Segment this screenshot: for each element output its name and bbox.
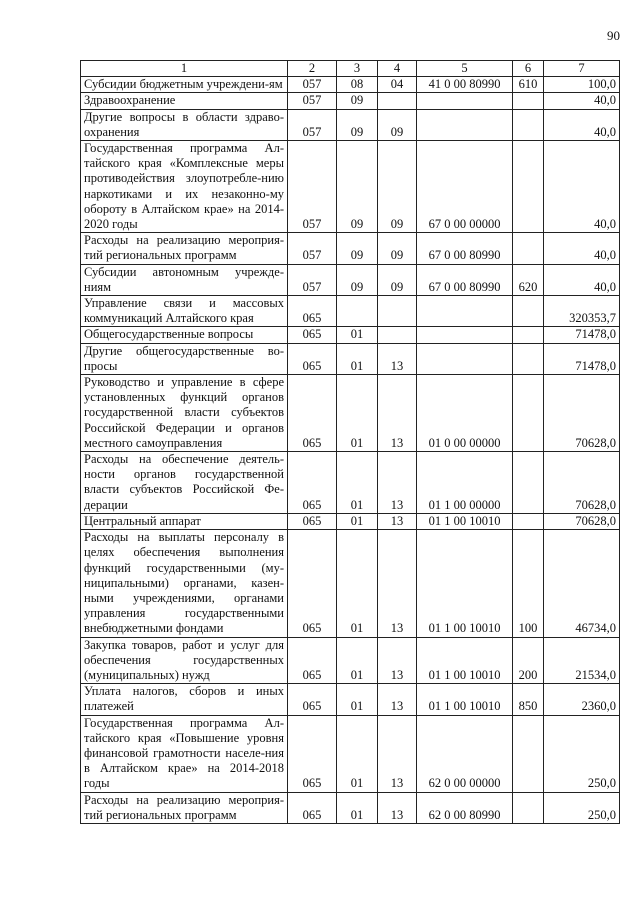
ministry-code-cell: 065 [288, 296, 337, 327]
table-row [81, 375, 620, 452]
ministry-code-cell: 057 [288, 233, 337, 264]
subsection-code-cell: 04 [378, 77, 417, 93]
amount-cell: 21534,0 [544, 637, 620, 684]
ministry-code-cell: 065 [288, 452, 337, 514]
ministry-code-cell: 065 [288, 530, 337, 637]
expense-type-cell [513, 296, 544, 327]
page-number: 90 [607, 28, 620, 43]
amount-cell: 71478,0 [544, 343, 620, 374]
amount-cell: 70628,0 [544, 375, 620, 452]
section-code-cell: 01 [337, 792, 378, 823]
ministry-code-cell: 057 [288, 141, 337, 233]
table-row [81, 327, 620, 343]
row-name-cell: Расходы на реализацию мероприя-тий региональных программ [81, 792, 288, 823]
target-article-cell [417, 93, 513, 109]
subsection-code-cell [378, 296, 417, 327]
subsection-code-cell: 13 [378, 452, 417, 514]
subsection-code-cell: 13 [378, 513, 417, 529]
amount-cell: 46734,0 [544, 530, 620, 637]
row-name-cell: Уплата налогов, сборов и иных платежей [81, 684, 288, 715]
section-code-cell: 01 [337, 715, 378, 792]
expense-type-cell: 200 [513, 637, 544, 684]
table-row [81, 77, 620, 93]
expense-type-cell: 620 [513, 264, 544, 295]
expense-type-cell [513, 792, 544, 823]
ministry-code-cell: 057 [288, 264, 337, 295]
header-cell: 4 [378, 61, 417, 77]
section-code-cell: 01 [337, 375, 378, 452]
target-article-cell: 01 1 00 00000 [417, 452, 513, 514]
expense-type-cell [513, 715, 544, 792]
amount-cell: 2360,0 [544, 684, 620, 715]
section-code-cell: 01 [337, 327, 378, 343]
ministry-code-cell: 057 [288, 93, 337, 109]
ministry-code-cell: 065 [288, 715, 337, 792]
expense-type-cell [513, 343, 544, 374]
table-row [81, 109, 620, 140]
amount-cell: 100,0 [544, 77, 620, 93]
expense-type-cell [513, 452, 544, 514]
amount-cell: 70628,0 [544, 452, 620, 514]
ministry-code-cell: 065 [288, 327, 337, 343]
subsection-code-cell [378, 327, 417, 343]
ministry-code-cell: 065 [288, 792, 337, 823]
target-article-cell: 67 0 00 00000 [417, 141, 513, 233]
target-article-cell [417, 109, 513, 140]
row-name-cell: Другие вопросы в области здраво-охранения [81, 109, 288, 140]
row-name-cell: Центральный аппарат [81, 513, 288, 529]
target-article-cell: 01 0 00 00000 [417, 375, 513, 452]
target-article-cell [417, 343, 513, 374]
subsection-code-cell: 13 [378, 375, 417, 452]
ministry-code-cell: 065 [288, 684, 337, 715]
section-code-cell [337, 296, 378, 327]
expense-type-cell: 610 [513, 77, 544, 93]
section-code-cell: 08 [337, 77, 378, 93]
subsection-code-cell: 09 [378, 141, 417, 233]
expense-type-cell: 850 [513, 684, 544, 715]
section-code-cell: 09 [337, 141, 378, 233]
expense-type-cell [513, 375, 544, 452]
expense-type-cell [513, 93, 544, 109]
header-cell: 7 [544, 61, 620, 77]
amount-cell: 40,0 [544, 93, 620, 109]
expense-type-cell [513, 109, 544, 140]
table-row [81, 343, 620, 374]
amount-cell: 71478,0 [544, 327, 620, 343]
expense-type-cell [513, 327, 544, 343]
target-article-cell: 62 0 00 80990 [417, 792, 513, 823]
table-row [81, 715, 620, 792]
ministry-code-cell: 065 [288, 513, 337, 529]
amount-cell: 320353,7 [544, 296, 620, 327]
amount-cell: 250,0 [544, 792, 620, 823]
target-article-cell: 67 0 00 80990 [417, 264, 513, 295]
table-row [81, 637, 620, 684]
expense-type-cell [513, 233, 544, 264]
ministry-code-cell: 065 [288, 343, 337, 374]
table-row [81, 452, 620, 514]
section-code-cell: 09 [337, 93, 378, 109]
section-code-cell: 01 [337, 684, 378, 715]
row-name-cell: Субсидии автономным учрежде-ниям [81, 264, 288, 295]
table-row [81, 792, 620, 823]
row-name-cell: Закупка товаров, работ и услуг для обеспечения государственных (муниципальных) нужд [81, 637, 288, 684]
table-row [81, 264, 620, 295]
row-name-cell: Руководство и управление в сфере установленных функций органов государственной власти субъектов Российской Федерации и органов местного самоуправления [81, 375, 288, 452]
expense-type-cell: 100 [513, 530, 544, 637]
target-article-cell [417, 296, 513, 327]
amount-cell: 40,0 [544, 264, 620, 295]
subsection-code-cell: 13 [378, 343, 417, 374]
row-name-cell: Другие общегосударственные во-просы [81, 343, 288, 374]
subsection-code-cell: 09 [378, 109, 417, 140]
subsection-code-cell: 09 [378, 233, 417, 264]
subsection-code-cell: 13 [378, 792, 417, 823]
subsection-code-cell: 13 [378, 715, 417, 792]
target-article-cell: 01 1 00 10010 [417, 513, 513, 529]
table-row [81, 141, 620, 233]
target-article-cell: 41 0 00 80990 [417, 77, 513, 93]
amount-cell: 40,0 [544, 233, 620, 264]
amount-cell: 250,0 [544, 715, 620, 792]
table-row [81, 530, 620, 637]
header-row [81, 61, 620, 77]
subsection-code-cell [378, 93, 417, 109]
subsection-code-cell: 13 [378, 637, 417, 684]
row-name-cell: Управление связи и массовых коммуникаций Алтайского края [81, 296, 288, 327]
section-code-cell: 09 [337, 264, 378, 295]
header-cell: 6 [513, 61, 544, 77]
table-row [81, 684, 620, 715]
section-code-cell: 01 [337, 452, 378, 514]
section-code-cell: 01 [337, 343, 378, 374]
ministry-code-cell: 057 [288, 109, 337, 140]
expense-type-cell [513, 141, 544, 233]
amount-cell: 40,0 [544, 141, 620, 233]
row-name-cell: Общегосударственные вопросы [81, 327, 288, 343]
subsection-code-cell: 13 [378, 684, 417, 715]
header-cell: 5 [417, 61, 513, 77]
section-code-cell: 09 [337, 109, 378, 140]
ministry-code-cell: 065 [288, 375, 337, 452]
header-cell: 1 [81, 61, 288, 77]
row-name-cell: Расходы на реализацию мероприя-тий региональных программ [81, 233, 288, 264]
table-row [81, 513, 620, 529]
section-code-cell: 01 [337, 513, 378, 529]
expense-type-cell [513, 513, 544, 529]
subsection-code-cell: 13 [378, 530, 417, 637]
section-code-cell: 01 [337, 530, 378, 637]
section-code-cell: 09 [337, 233, 378, 264]
target-article-cell: 01 1 00 10010 [417, 637, 513, 684]
amount-cell: 70628,0 [544, 513, 620, 529]
target-article-cell: 67 0 00 80990 [417, 233, 513, 264]
row-name-cell: Расходы на выплаты персоналу в целях обеспечения выполнения функций государственными (му-ниципальными) органами, казен-ными учреждениями, органами управления государственными внебюджетными фондами [81, 530, 288, 637]
budget-table [80, 60, 620, 824]
row-name-cell: Здравоохранение [81, 93, 288, 109]
target-article-cell [417, 327, 513, 343]
amount-cell: 40,0 [544, 109, 620, 140]
row-name-cell: Государственная программа Ал-тайского края «Повышение уровня финансовой грамотности населе-ния в Алтайском крае» на 2014-2018 годы [81, 715, 288, 792]
target-article-cell: 01 1 00 10010 [417, 530, 513, 637]
ministry-code-cell: 065 [288, 637, 337, 684]
header-cell: 2 [288, 61, 337, 77]
table-row [81, 233, 620, 264]
target-article-cell: 01 1 00 10010 [417, 684, 513, 715]
target-article-cell: 62 0 00 00000 [417, 715, 513, 792]
header-cell: 3 [337, 61, 378, 77]
section-code-cell: 01 [337, 637, 378, 684]
row-name-cell: Субсидии бюджетным учреждени-ям [81, 77, 288, 93]
row-name-cell: Государственная программа Ал-тайского края «Комплексные меры противодействия злоупотребле-нию наркотиками и их незаконно-му обороту в Алтайском крае» на 2014-2020 годы [81, 141, 288, 233]
table-row [81, 296, 620, 327]
ministry-code-cell: 057 [288, 77, 337, 93]
subsection-code-cell: 09 [378, 264, 417, 295]
table-row [81, 93, 620, 109]
row-name-cell: Расходы на обеспечение деятель-ности органов государственной власти субъектов Российской Фе-дерации [81, 452, 288, 514]
